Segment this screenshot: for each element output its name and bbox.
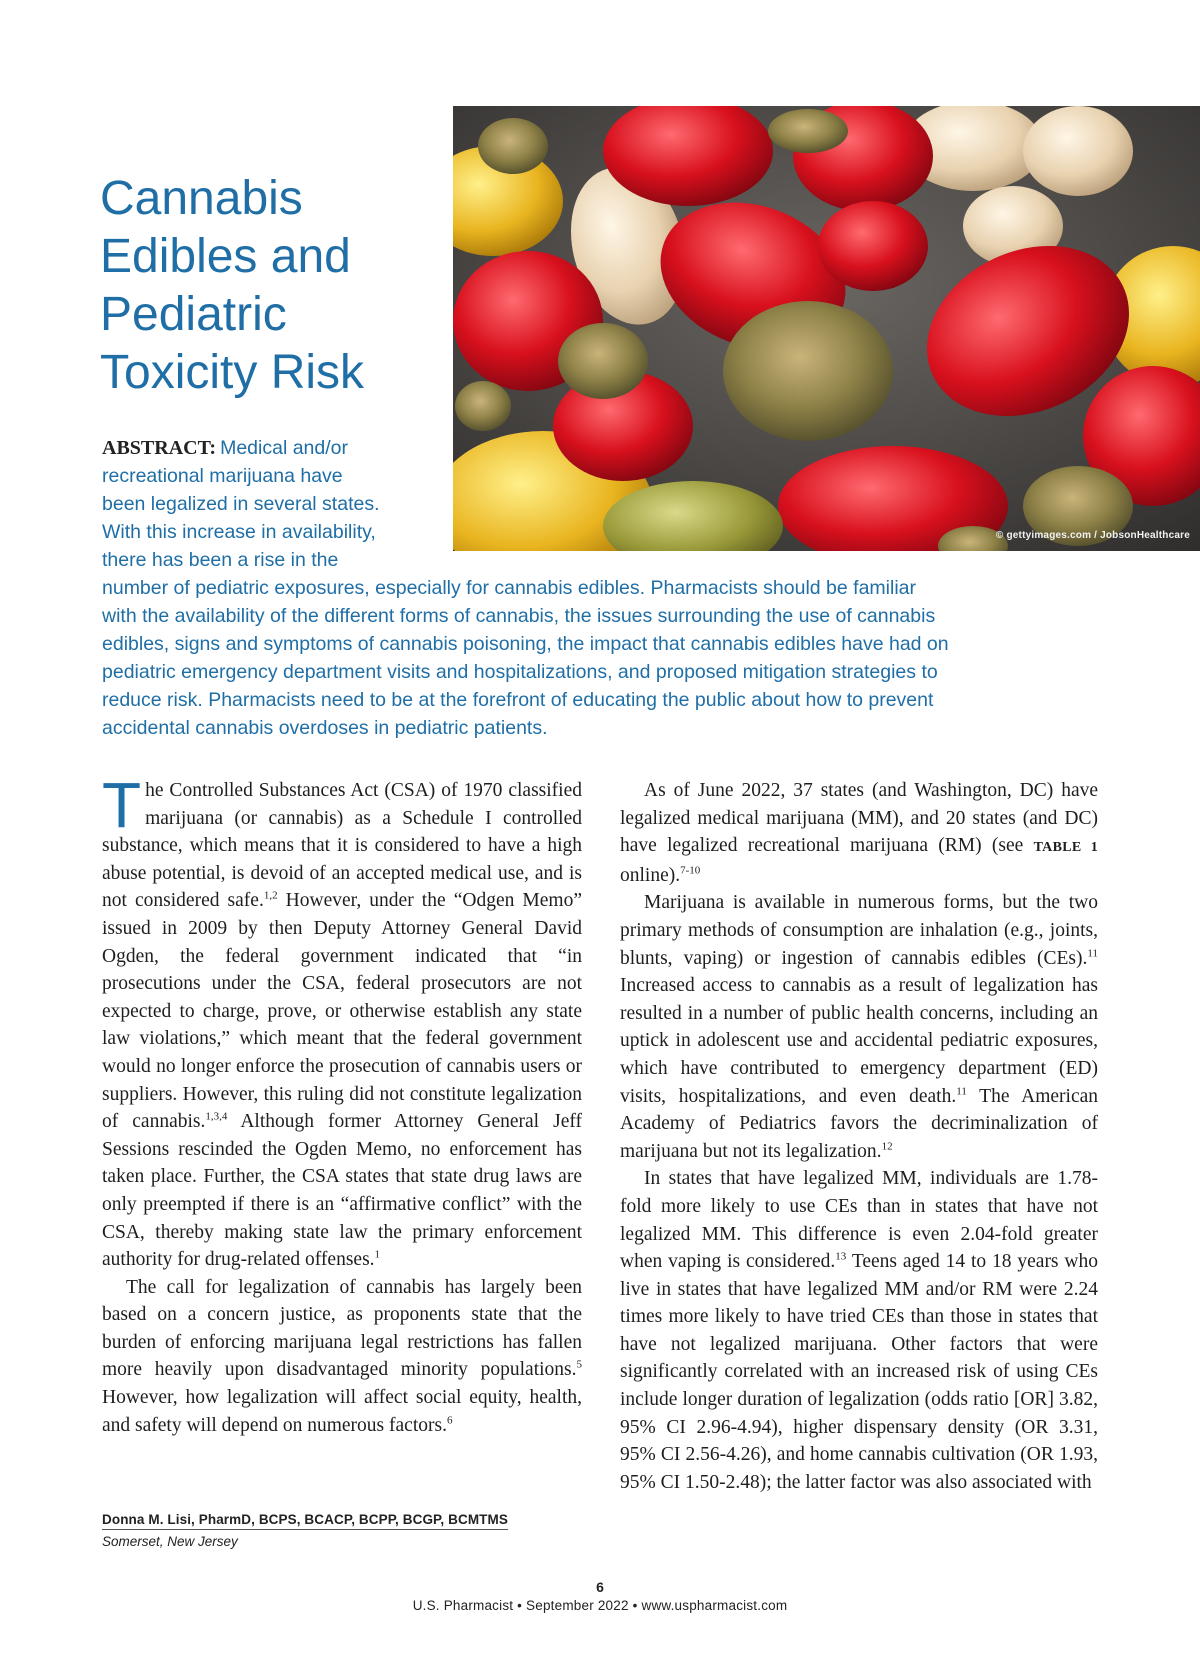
citation: 1 [374,1248,381,1261]
citation: 1,3,4 [205,1110,228,1123]
author-block [102,1512,542,1549]
citation: 1,2 [263,889,278,902]
abstract-line [102,434,1102,462]
abstract-line-text: Medical and/or [220,437,348,459]
body-paragraph: Marijuana is available in numerous forms, but the two primary methods of consumption are inhalation (e.g., joints, blunts, vaping) or ingestion of cannabis edibles (CEs).$^{11}$ Increased access to cannabis as a result of legalization has resulted in a number of public health concerns, including an uptick in adolescent use and accidental pediatric exposures, which have contributed to emergency department (ED) visits, hospitalizations, and even death.$^{11}$ The American Academy of Pediatrics favors the decriminalization of marijuana but not its legalization.$^{12}$ [620,892,1099,1162]
author-name: Donna M. Lisi, PharmD, BCPS, BCACP, BCPP, BCGP, BCMTMS [102,1512,508,1530]
journal-line: U.S. Pharmacist • September 2022 • www.uspharmacist.com [412,1598,788,1613]
abstract-line: recreational marijuana have [102,465,343,487]
citation: 5 [576,1358,582,1371]
abstract-label: ABSTRACT: [102,437,217,459]
body-paragraph: In states that have legalized MM, individuals are 1.78-fold more likely to use CEs than in states that have not legalized MM. This difference is even 2.04-fold greater when vaping is considered.$^{13}$ Teens aged 14 to 18 years who live in states that have legalized MM and/or RM were 2.24 times more likely to have tried CEs than those in states that have not legalized marijuana. Other factors that were significantly correlated with an increased risk of using CEs include longer duration of legalization (odds ratio [OR] 3.82, 95% CI 2.96-4.94), higher dispensary density (OR 3.31, 95% CI 2.56-4.26), and home cannabis cultivation (OR 1.93, 95% CI 1.50-2.48); the latter factor was also associated with [620,1168,1098,1493]
body-column-left [102,769,582,1439]
citation: 7-10 [680,864,701,877]
abstract-line: been legalized in several states. [102,493,380,515]
body-paragraph: As of June 2022, 37 states (and Washington, DC) have legalized medical marijuana (MM), and 20 states (and DC) have legalized recreational marijuana (RM) (see TABLE 1 online).$^{7-10}$ [620,780,1098,886]
abstract [102,434,1102,742]
article-title: Cannabis Edibles and Pediatric Toxicity Risk [100,172,365,399]
abstract-line: with the availability of the different forms of cannabis, the issues surrounding the use of cannabis [102,605,936,627]
abstract-line: With this increase in availability, [102,521,376,543]
abstract-line: number of pediatric exposures, especially for cannabis edibles. Pharmacists should be familiar [102,577,916,599]
abstract-line: pediatric emergency department visits and hospitalizations, and proposed mitigation strategies to [102,661,938,683]
citation: 11 [956,1085,967,1098]
author-location: Somerset, New Jersey [102,1534,238,1549]
citation: 11 [1087,947,1098,960]
citation: 13 [835,1250,847,1263]
abstract-line: reduce risk. Pharmacists need to be at the forefront of educating the public about how to prevent [102,689,934,711]
abstract-line: there has been a rise in the [102,549,339,571]
abstract-line: edibles, signs and symptoms of cannabis poisoning, the impact that cannabis edibles have had on [102,633,949,655]
page-footer [0,1578,1200,1616]
abstract-line: accidental cannabis overdoses in pediatric patients. [102,717,548,739]
citation: 12 [881,1140,893,1153]
table-reference: TABLE 1 [1033,840,1098,856]
photo-credit: © gettyimages.com / JobsonHealthcare [995,530,1190,541]
body-paragraph: The call for legalization of cannabis has largely been based on a concern justice, as proponents state that the burden of enforcing marijuana legal restrictions has fallen more heavily upon disadvantaged minority populations.$^5$ However, how legalization will affect social equity, health, and safety will depend on numerous factors.$^6$ [102,1276,582,1436]
page-number: 6 [596,1579,604,1595]
body-column-right [620,777,1098,1496]
citation: 6 [446,1414,453,1427]
body-paragraph: The Controlled Substances Act (CSA) of 1970 classified marijuana (or cannabis) as a Schedule I controlled substance, which means that it is considered to have a high abuse potential, is devoid of an accepted medical use, and is not considered safe.$^{1,2}$ However, under the “Odgen Memo” issued in 2009 by then Deputy Attorney General David Ogden, the federal government indicated that “in prosecutions under the CSA, federal prosecutors are not expected to charge, prove, or otherwise establish any state law violations,” which meant that the federal government would no longer enforce the prosecution of cannabis users or suppliers. However, this ruling did not constitute legalization of cannabis.$^{1,3,4}$ Although former Attorney General Jeff Sessions rescinded the Ogden Memo, no enforcement has taken place. Further, the CSA states that state drug laws are only preempted if there is an “affirmative conflict” with the CSA, thereby making state law the primary enforcement authority for drug-related offenses.$^1$ [102,769,582,1271]
drop-cap: T [102,769,142,841]
